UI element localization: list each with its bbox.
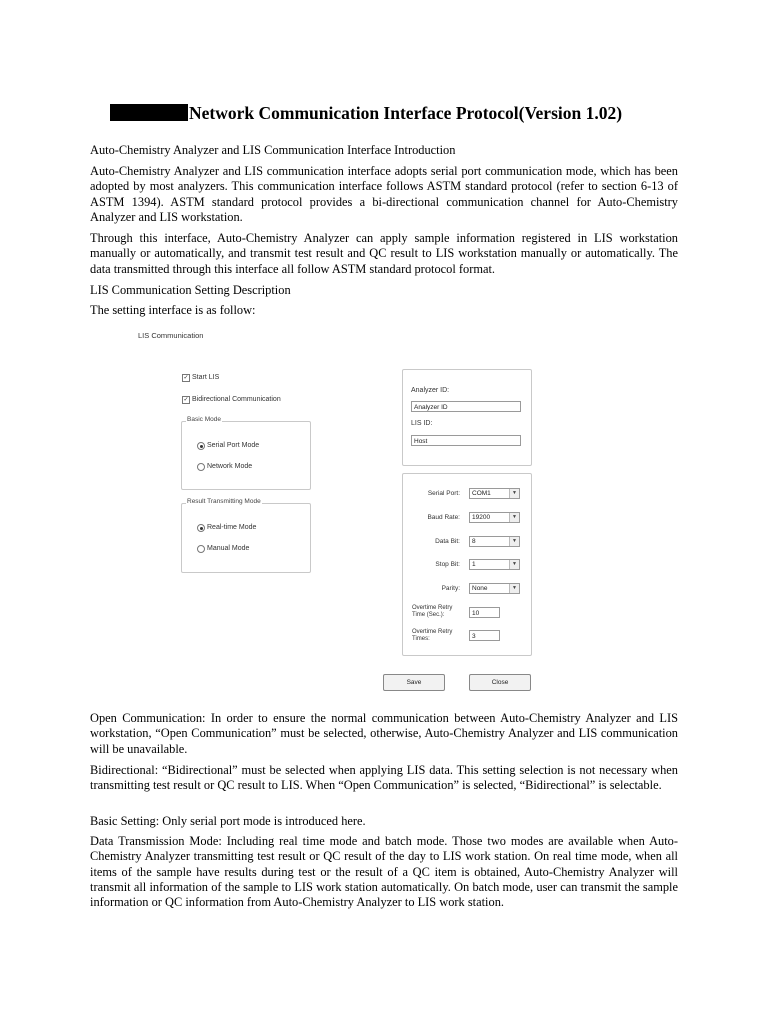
intro-paragraph-1: Auto-Chemistry Analyzer and LIS communication interface adopts serial port communication mode, which has been adopted by most analyzers. This communication interface follows ASTM standard protocol (refer to section 6-13 of ASTM 1394). ASTM standard protocol provides a bi-directional communication channel for Auto-Chemistry Analyzer and LIS workstation. [90,164,678,224]
start-lis-checkbox[interactable]: ✓ [183,375,189,381]
save-button[interactable]: Save [383,674,445,691]
serial-port-mode-radio[interactable] [197,442,205,450]
realtime-mode-radio[interactable] [197,524,205,532]
bidirectional-paragraph: Bidirectional: “Bidirectional” must be selected when applying LIS data. This setting selection is not necessary when transmitting test result or QC result to LIS. When “Open Communication” is selected, “Bidirectional” is selectable. [90,763,678,793]
chevron-down-icon: ▼ [509,513,519,522]
retry-times-label: Overtime Retry Times: [412,629,453,642]
bidirectional-checkbox[interactable]: ✓ [183,397,189,403]
result-mode-legend: Result Transmitting Mode [187,498,261,505]
chevron-down-icon: ▼ [509,489,519,498]
parity-value: None [472,585,488,592]
baud-rate-value: 19200 [472,514,491,521]
start-lis-label: Start LIS [192,374,220,381]
chevron-down-icon: ▼ [509,560,519,569]
close-button[interactable]: Close [469,674,531,691]
data-bit-select[interactable] [469,536,520,547]
chevron-down-icon: ▼ [509,584,519,593]
document-title-text: Network Communication Interface Protocol(Version 1.02) [189,103,623,123]
basic-mode-group [181,416,311,490]
bidirectional-label: Bidirectional Communication [192,396,281,403]
serial-port-select[interactable] [469,488,520,499]
network-mode-radio[interactable] [197,463,205,471]
lis-id-input[interactable]: Host [411,435,521,446]
stop-bit-label: Stop Bit: [435,561,460,568]
serial-port-label: Serial Port: [427,490,460,497]
manual-mode-radio[interactable] [197,545,205,553]
intro-paragraph-2: Through this interface, Auto-Chemistry Analyzer can apply sample information registered in LIS workstation manually or automatically, and transmit test result and QC result to LIS workstation manually or automatically. The data transmitted through this interface all follow ASTM standard protocol format. [90,231,678,276]
section-heading-setting: LIS Communication Setting Description [90,283,291,297]
baud-rate-label: Baud Rate: [427,514,460,521]
data-bit-label: Data Bit: [435,538,460,545]
serial-port-value: COM1 [472,490,491,497]
section-heading-intro: Auto-Chemistry Analyzer and LIS Communication Interface Introduction [90,143,456,157]
redacted-block [110,104,188,121]
id-panel [402,369,532,466]
network-mode-label: Network Mode [207,463,253,470]
serial-port-mode-label: Serial Port Mode [207,442,260,449]
manual-mode-label: Manual Mode [207,545,250,552]
parity-label: Parity: [441,585,460,592]
stop-bit-value: 1 [472,561,476,568]
result-mode-group [181,498,311,573]
parity-select[interactable] [469,583,520,594]
document-title [110,102,710,124]
chevron-down-icon: ▼ [509,537,519,546]
data-transmission-paragraph: Data Transmission Mode: Including real time mode and batch mode. Those two modes are available when Auto-Chemistry Analyzer transmitting test result or QC result of the day to LIS work station. On real time mode, when all items of the sample have results during test or the result of a QC item is obtained, Auto-Chemistry Analyzer will transmit all information of the sample to LIS work station automatically. On batch mode, user can transmit the sample information or QC information from Auto-Chemistry Analyzer to LIS work station. [90,834,678,910]
realtime-mode-label: Real-time Mode [207,524,257,531]
basic-setting-paragraph: Basic Setting: Only serial port mode is introduced here. [90,814,366,828]
data-bit-value: 8 [472,538,476,545]
retry-time-input[interactable]: 10 [469,607,500,618]
baud-rate-select[interactable] [469,512,520,523]
retry-time-label: Overtime Retry Time (Sec.): [412,605,453,618]
basic-mode-legend: Basic Mode [187,416,221,423]
stop-bit-select[interactable] [469,559,520,570]
analyzer-id-input[interactable]: Analyzer ID [411,401,521,412]
window-title: LIS Communication [138,331,204,340]
analyzer-id-label: Analyzer ID: [411,387,450,394]
open-communication-paragraph: Open Communication: In order to ensure the normal communication between Auto-Chemistry Analyzer and LIS workstation, “Open Communication” must be selected, otherwise, Auto-Chemistry Analyzer and LIS communication will be unavailable. [90,711,678,756]
retry-times-input[interactable]: 3 [469,630,500,641]
lis-id-label: LIS ID: [411,420,433,427]
setting-intro: The setting interface is as follow: [90,303,256,317]
